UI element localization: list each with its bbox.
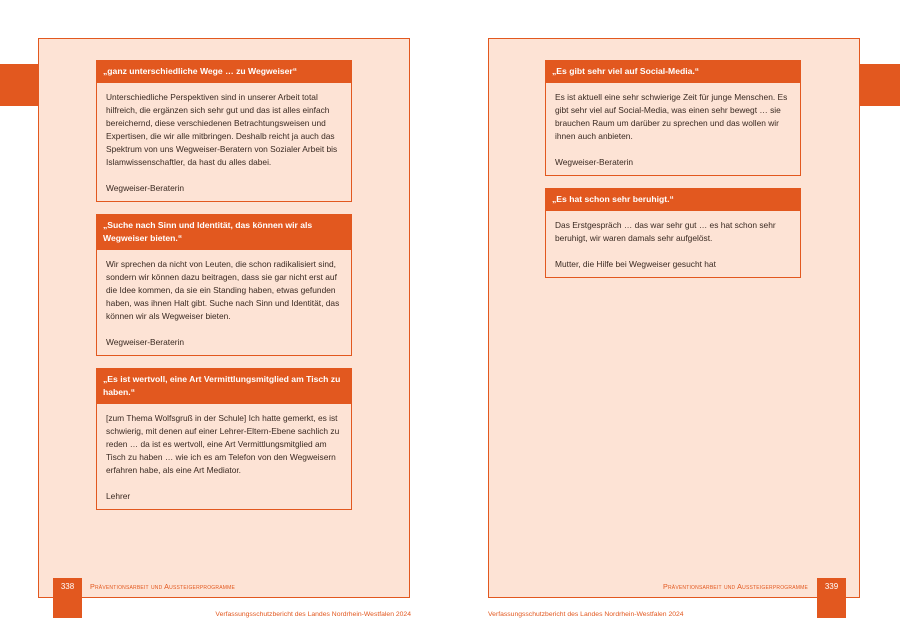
quote-source: Wegweiser-Beraterin xyxy=(555,157,634,167)
quote-card xyxy=(96,368,352,510)
page-number: 339 xyxy=(817,578,846,618)
quote-source: Wegweiser-Beraterin xyxy=(106,337,185,347)
quote-heading: „Es hat schon sehr beruhigt.“ xyxy=(546,189,800,211)
section-title: Präventionsarbeit und Aussteigerprogramme xyxy=(662,582,808,591)
quote-source: Wegweiser-Beraterin xyxy=(106,183,185,193)
quote-card xyxy=(96,214,352,356)
quote-card xyxy=(545,188,801,278)
left-page xyxy=(38,38,410,598)
footer-text: Verfassungsschutzbericht des Landes Nordrhein-Westfalen 2024 xyxy=(215,611,411,618)
quote-source: Mutter, die Hilfe bei Wegweiser gesucht hat xyxy=(555,259,716,269)
quote-heading: „Es gibt sehr viel auf Social-Media.“ xyxy=(546,61,800,83)
quote-text: [zum Thema Wolfsgruß in der Schule] Ich hatte gemerkt, es ist schwierig, mit denen auf einer Lehrer-Eltern-Ebene sachlich zu reden … da ist es wertvoll, eine Art Vermittlungsmitglied am Tisch zu haben … wie ich es am Telefon von den Wegweisern erfahren habe, als eine Art Mediator. xyxy=(106,413,340,475)
right-edge-tab xyxy=(860,64,900,106)
quote-source: Lehrer xyxy=(106,491,131,501)
left-edge-tab xyxy=(0,64,38,106)
quote-text: Das Erstgespräch … das war sehr gut … es hat schon sehr beruhigt, wir waren damals sehr aufgelöst. xyxy=(555,220,776,243)
section-title: Präventionsarbeit und Aussteigerprogramme xyxy=(90,582,236,591)
quote-card xyxy=(545,60,801,176)
quote-heading: „Suche nach Sinn und Identität, das können wir als Wegweiser bieten.“ xyxy=(97,215,351,250)
quote-text: Wir sprechen da nicht von Leuten, die schon radikalisiert sind, sondern wir können dazu beitragen, dass sie gar nicht erst auf die Idee kommen, da sie ein Standing haben, etwas gefunden haben, was ihnen Halt gibt. Suche nach Sinn und Identität, das können wir als Wegweiser bieten. xyxy=(106,259,340,321)
footer-text: Verfassungsschutzbericht des Landes Nordrhein-Westfalen 2024 xyxy=(488,611,684,618)
page-number: 338 xyxy=(53,578,82,618)
quote-text: Unterschiedliche Perspektiven sind in unserer Arbeit total hilfreich, die ergänzen sich sehr gut und das ist alles einfach bereichernd, diese verschiedenen Betrachtungsweisen und Expertisen, die wir alle mitbringen. Deshalb reicht ja auch das Spektrum von uns Wegweiser-Beratern von Sozialer Arbeit bis Islamwissenschaftler, da hast du alles dabei. xyxy=(106,92,338,167)
right-page xyxy=(488,38,860,598)
quote-heading: „Es ist wertvoll, eine Art Vermittlungsmitglied am Tisch zu haben.“ xyxy=(97,369,351,404)
quote-heading: „ganz unterschiedliche Wege … zu Wegweiser“ xyxy=(97,61,351,83)
quote-text: Es ist aktuell eine sehr schwierige Zeit für junge Menschen. Es gibt sehr viel auf Social-Media, was einen sehr bewegt … sie brauchen Raum um darüber zu sprechen und das wollen wir ihnen auch anbieten. xyxy=(555,92,788,141)
quote-card xyxy=(96,60,352,202)
